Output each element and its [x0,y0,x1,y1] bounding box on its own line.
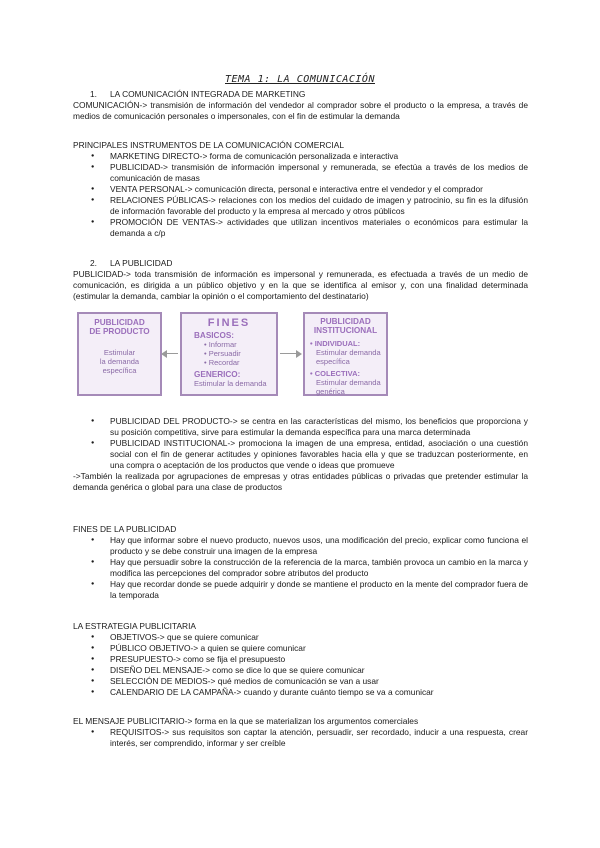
mensaje-list [73,727,528,749]
list-item: ● RELACIONES PÚBLICAS-> relaciones con los medios del cuidado de imagen y patrocinio, su fin es la difusión de información favorable del producto y la empresa al mercado y otros públicos [73,195,528,217]
fin-item: • Persuadir [204,349,241,358]
list-item: ● PUBLICIDAD-> transmisión de información impersonal y remunerada, se efectúa a través de los medios de comunicación de masas [73,162,528,184]
list-item: ● MARKETING DIRECTO-> forma de comunicación personalizada e interactiva [73,151,528,162]
fin-item: • Informar [204,340,237,349]
types-list [73,416,528,471]
fines-title: FINES [207,317,251,329]
list-item: ● Hay que recordar donde se puede adquirir y donde se mantiene el producto en la mente del comprador fuera de la temporada [73,579,528,601]
publicidad-definition: PUBLICIDAD-> toda transmisión de información es impersonal y remunerada, es efectuada a través de un medio de comunicación, es dirigida a un público objetivo y en la que se identifica al emisor y, con una finalidad determinada (estimular la demanda, cambiar la opinión o el comportamiento del destinatario) [73,269,528,301]
instruments-section [73,140,528,239]
list-item: ● VENTA PERSONAL-> comunicación directa, personal e interactiva entre el vendedor y el comprador [73,184,528,195]
basicos-label: BASICOS: [194,331,235,340]
section-2 [73,258,528,302]
list-item: ● Hay que informar sobre el nuevo producto, nuevos usos, una modificación del precio, explicar como funciona el producto y se debe construir una imagen de la empresa [73,535,528,557]
box-text: Estimular [103,348,136,357]
section-1-heading: LA COMUNICACIÓN INTEGRADA DE MARKETING [110,89,306,99]
publicidad-producto-box [77,312,162,396]
arrow-left-head [161,350,167,358]
fines-heading: FINES DE LA PUBLICIDAD [73,524,177,534]
comunicacion-definition: COMUNICACIÓN-> transmisión de información del vendedor al comprador sobre el producto o la empresa, a través de medios de comunicación personales o impersonales, con el fin de estimular la demanda [73,100,528,121]
fines-section [73,524,528,601]
list-item: ● OBJETIVOS-> que se quiere comunicar [73,632,528,643]
publicidad-diagram [75,310,395,400]
list-item: ● PRESUPUESTO-> como se fija el presupuesto [73,654,528,665]
section-1-number: 1. [90,89,97,99]
estrategia-section [73,621,528,698]
mensaje-section [73,716,528,749]
box-text: específica [316,357,350,366]
publicidad-institucional-box [303,312,388,396]
estrategia-heading: LA ESTRATEGIA PUBLICITARIA [73,621,197,631]
fin-item: • Recordar [204,358,240,367]
generico-label: GENERICO: [194,370,241,379]
fines-list [73,535,528,601]
section-2-number: 2. [90,258,97,268]
instruments-list [73,151,528,239]
list-item: ● PUBLICIDAD INSTITUCIONAL-> promociona la imagen de una empresa, entidad, asociación o una cuestión social con el fin de generar actitudes y opiniones favorables hacia ella y que se traduzcan posteriormente, en una compra o aceptación de los productos que vende o ideas que promueve [73,438,528,471]
fines-box [180,312,278,396]
list-item: ● PÚBLICO OBJETIVO-> a quien se quiere comunicar [73,643,528,654]
list-item: ● Hay que persuadir sobre la construcción de la referencia de la marca, también provoca un cambio en la marca y modifica las percepciones del comprador sobre atributos del producto [73,557,528,579]
list-item: ● PUBLICIDAD DEL PRODUCTO-> se centra en las características del mismo, los beneficios que proporciona y su posición competitiva, sirve para estimular la demanda específica para una marca determinada [73,416,528,438]
box-text: específica [102,366,137,375]
box-title: INSTITUCIONAL [313,326,378,335]
types-note: ->También la realizada por agrupaciones de empresas y otras entidades públicas o privadas que pretender estimular la demanda genérica o global para una clase de productos [73,471,528,492]
section-2-heading: LA PUBLICIDAD [110,258,173,268]
arrow-right-head [296,350,302,358]
box-text: la demanda [99,357,140,366]
box-title: PUBLICIDAD [320,317,371,326]
page-title: TEMA 1: LA COMUNICACIÓN [225,74,375,85]
instruments-heading: PRINCIPALES INSTRUMENTOS DE LA COMUNICACIÓN COMERCIAL [73,140,344,150]
colectiva-label: • COLECTIVA: [310,369,360,378]
list-item: ● SELECCIÓN DE MEDIOS-> qué medios de comunicación se van a usar [73,676,528,687]
estrategia-list [73,632,528,698]
box-text: Estimular demanda [316,348,381,357]
types-section [73,416,528,493]
list-item: ● PROMOCIÓN DE VENTAS-> actividades que utilizan incentivos materiales o económicos para estimular la demanda a c/p [73,217,528,239]
list-item: ● REQUISITOS-> sus requisitos son captar la atención, persuadir, ser recordado, inducir a una respuesta, crear interés, ser comprendido, informar y ser creíble [73,727,528,749]
list-item: ● DISEÑO DEL MENSAJE-> como se dice lo que se quiere comunicar [73,665,528,676]
list-item: ● CALENDARIO DE LA CAMPAÑA-> cuando y durante cuánto tiempo se va a comunicar [73,687,528,698]
mensaje-heading: EL MENSAJE PUBLICITARIO-> forma en la que se materializan los argumentos comerciales [73,716,419,726]
box-title: PUBLICIDAD [94,318,145,327]
box-text: Estimular demanda [316,378,381,387]
box-text: genérica [316,387,345,396]
box-title: DE PRODUCTO [89,327,150,336]
section-1 [73,89,528,122]
individual-label: • INDIVIDUAL: [310,339,361,348]
generico-text: Estimular la demanda [194,379,267,388]
